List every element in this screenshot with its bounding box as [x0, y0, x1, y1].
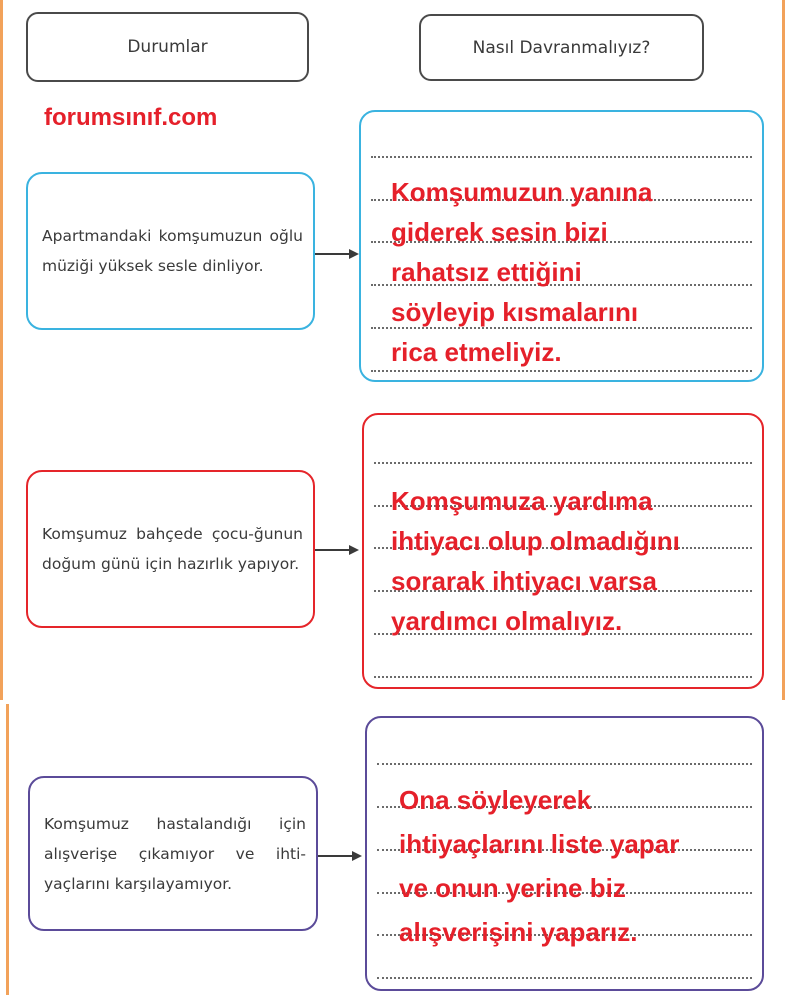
answer-card-1: [359, 110, 764, 382]
writing-line: [377, 763, 752, 765]
behavior-header: [419, 14, 704, 81]
answer-card-3: [365, 716, 764, 991]
page-edge-left-top: [0, 0, 3, 700]
arrow-right-icon: [315, 542, 359, 558]
situation-card-2: [26, 470, 315, 628]
situation-text-2: Komşumuz bahçede çocu-ğunun doğum günü için hazırlık yapıyor.: [42, 525, 303, 573]
arrow-right-icon: [315, 246, 359, 262]
situation-card-3: [28, 776, 318, 931]
behavior-header-label: Nasıl Davranmalıyız?: [472, 37, 651, 58]
situation-text-1: Apartmandaki komşumuzun oğlu müziği yüksek sesle dinliyor.: [42, 227, 303, 275]
situations-header: [26, 12, 309, 82]
writing-line: [374, 676, 752, 678]
answer-text-1: Komşumuzun yanına giderek sesin bizi rahatsız ettiğini söyleyip kısmalarını rica etmeliyiz.: [391, 177, 653, 367]
situation-card-1: [26, 172, 315, 330]
answer-text-3: Ona söyleyerek ihtiyaçlarını liste yapar ve onun yerine biz alışverişini yaparız.: [399, 785, 680, 947]
writing-line: [377, 977, 752, 979]
answer-card-2: [362, 413, 764, 689]
writing-line: [374, 462, 752, 464]
answer-text-2: Komşumuza yardıma ihtiyacı olup olmadığını sorarak ihtiyacı varsa yardımcı olmalıyız.: [391, 486, 680, 636]
writing-line: [371, 156, 752, 158]
watermark: forumsınıf.com: [44, 104, 218, 131]
situation-text-3: Komşumuz hastalandığı için alışverişe çıkamıyor ve ihti-yaçlarını karşılayamıyor.: [44, 814, 306, 893]
page-edge-left-bottom: [6, 704, 9, 995]
situations-header-label: Durumlar: [127, 37, 208, 57]
arrow-right-icon: [318, 848, 362, 864]
